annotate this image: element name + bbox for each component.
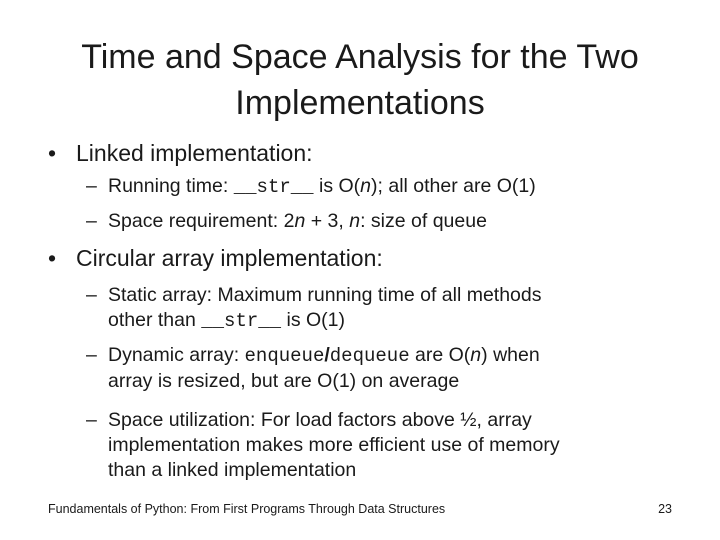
text-run: other than (108, 309, 202, 331)
sub-bullet-text (108, 343, 673, 394)
variable-n: n (470, 344, 482, 366)
dash-icon: – (86, 175, 97, 197)
text-run: is O( (313, 175, 361, 197)
text-run: ); all other are O(1) (371, 175, 536, 197)
text-run: : size of queue (360, 210, 487, 232)
code-dequeue: dequeue (329, 345, 410, 367)
dash-icon: – (86, 284, 97, 306)
dash-icon: – (86, 409, 97, 431)
sub-bullet-text (108, 209, 673, 234)
variable-n: n (349, 210, 361, 232)
text-run: ) when (481, 344, 540, 366)
text-run: than a linked implementation (108, 459, 357, 481)
text-run: / (324, 344, 330, 366)
bullet-text: Circular array implementation: (76, 245, 383, 271)
slide-title (40, 34, 680, 126)
slide-title-line-1: Time and Space Analysis for the Two (81, 38, 639, 76)
code-str-method: __str__ (233, 176, 314, 198)
dash-icon: – (86, 210, 97, 232)
variable-n: n (360, 175, 372, 197)
variable-n: n (294, 210, 306, 232)
text-run: are O( (409, 344, 471, 366)
bullet-icon: • (48, 245, 57, 271)
code-str-method: __str__ (201, 310, 282, 332)
text-run: + 3, (305, 210, 350, 232)
page-number: 23 (658, 502, 672, 516)
slide-title-line-2: Implementations (235, 84, 485, 122)
text-run: Running time: (108, 175, 234, 197)
code-enqueue: enqueue (244, 345, 325, 367)
bullet-text: Linked implementation: (76, 140, 313, 166)
text-run: Space requirement: 2 (108, 210, 295, 232)
text-run: is O(1) (281, 309, 345, 331)
sub-bullet-text (108, 283, 673, 334)
footer-book-title: Fundamentals of Python: From First Programs Through Data Structures (48, 502, 446, 516)
text-run: implementation makes more efficient use of memory (108, 434, 560, 456)
bullet-icon: • (48, 140, 57, 166)
text-run: Dynamic array: (108, 344, 245, 366)
text-run: Static array: Maximum running time of all methods (108, 284, 542, 306)
sub-bullet-text (108, 174, 673, 200)
dash-icon: – (86, 344, 97, 366)
text-run: array is resized, but are O(1) on average (108, 370, 460, 392)
text-run: Space utilization: For load factors above ½, array (108, 409, 532, 431)
sub-bullet-text (108, 408, 673, 483)
